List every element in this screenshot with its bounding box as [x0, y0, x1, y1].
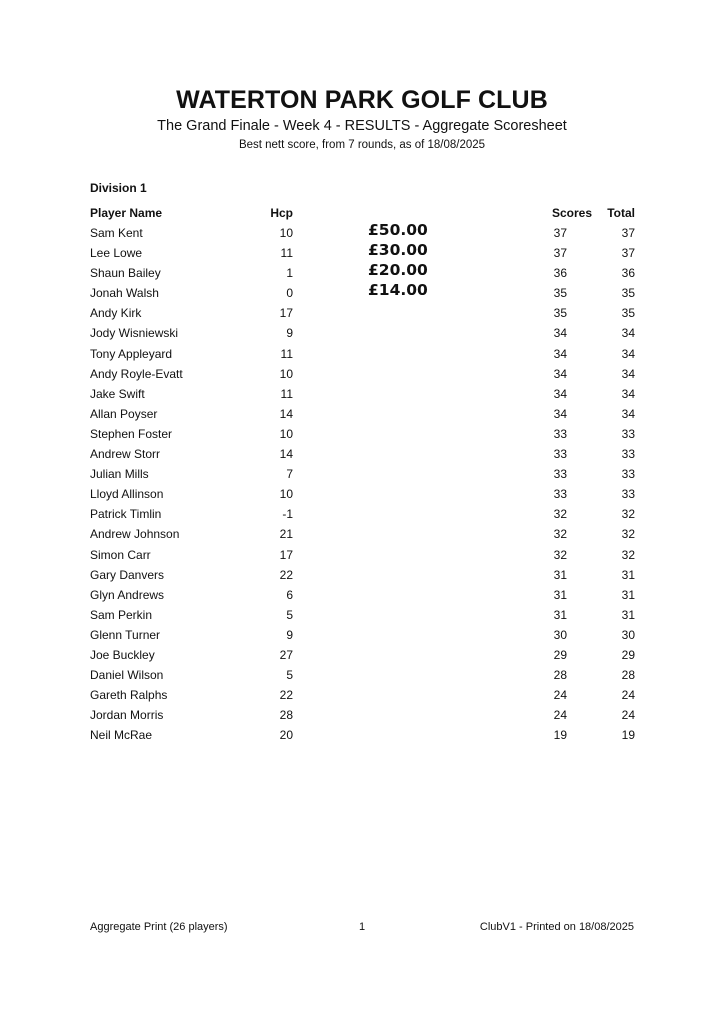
player-name: Jordan Morris	[90, 708, 164, 723]
player-scores: 36	[553, 266, 567, 281]
table-row	[0, 585, 724, 605]
player-total: 34	[621, 366, 635, 381]
table-row	[0, 283, 724, 303]
player-total: 35	[621, 306, 635, 321]
player-name: Gary Danvers	[90, 567, 165, 582]
table-row	[0, 725, 724, 745]
player-total: 32	[621, 507, 635, 522]
prize-amount: £14.00	[368, 281, 428, 300]
player-hcp: 5	[286, 607, 293, 622]
player-scores: 29	[553, 647, 567, 662]
player-total: 33	[621, 487, 635, 502]
player-hcp: 6	[286, 587, 293, 602]
player-scores: 35	[553, 306, 567, 321]
player-name: Jake Swift	[90, 386, 145, 401]
player-hcp: 10	[279, 426, 293, 441]
player-total: 34	[621, 406, 635, 421]
player-hcp: 27	[279, 647, 293, 662]
player-total: 34	[621, 346, 635, 361]
player-total: 36	[621, 266, 635, 281]
player-total: 33	[621, 426, 635, 441]
player-scores: 31	[553, 607, 567, 622]
player-hcp: 5	[286, 668, 293, 683]
player-hcp: 28	[279, 708, 293, 723]
player-scores: 34	[553, 346, 567, 361]
player-total: 31	[621, 587, 635, 602]
player-hcp: 20	[279, 728, 293, 743]
player-scores: 34	[553, 326, 567, 341]
player-scores: 32	[553, 547, 567, 562]
table-row	[0, 545, 724, 565]
player-name: Jody Wisniewski	[90, 326, 179, 341]
player-name: Tony Appleyard	[90, 346, 173, 361]
table-row	[0, 565, 724, 585]
player-name: Glenn Turner	[90, 627, 161, 642]
player-scores: 34	[553, 366, 567, 381]
player-scores: 32	[553, 527, 567, 542]
player-name: Lloyd Allinson	[90, 487, 164, 502]
player-total: 34	[621, 326, 635, 341]
player-hcp: -1	[282, 507, 293, 522]
table-row	[0, 524, 724, 544]
competition-subtitle: The Grand Finale - Week 4 - RESULTS - Aggregate Scoresheet	[157, 118, 567, 134]
player-scores: 34	[553, 386, 567, 401]
player-total: 37	[621, 246, 635, 261]
player-total: 29	[621, 647, 635, 662]
player-total: 34	[621, 386, 635, 401]
table-row	[0, 504, 724, 524]
player-scores: 37	[553, 246, 567, 261]
footer-printed-on: ClubV1 - Printed on 18/08/2025	[479, 921, 634, 933]
player-hcp: 7	[286, 467, 293, 482]
column-header-total: Total	[607, 206, 635, 220]
player-name: Shaun Bailey	[90, 266, 161, 281]
player-scores: 24	[553, 688, 567, 703]
table-row	[0, 243, 724, 263]
player-total: 37	[621, 226, 635, 240]
player-total: 31	[621, 567, 635, 582]
player-total: 30	[621, 627, 635, 642]
player-total: 33	[621, 467, 635, 482]
player-scores: 35	[553, 286, 567, 301]
player-total: 31	[621, 607, 635, 622]
player-scores: 24	[553, 708, 567, 723]
player-name: Stephen Foster	[90, 426, 173, 441]
player-hcp: 10	[279, 487, 293, 502]
table-row	[0, 464, 724, 484]
table-row	[0, 223, 724, 243]
table-row	[0, 685, 724, 705]
table-row	[0, 645, 724, 665]
prize-amount: £20.00	[368, 261, 428, 280]
player-total: 24	[621, 688, 635, 703]
player-name: Jonah Walsh	[90, 286, 159, 301]
table-row	[0, 404, 724, 424]
player-total: 19	[621, 728, 635, 743]
table-row	[0, 484, 724, 504]
player-scores: 34	[553, 406, 567, 421]
results-table	[0, 223, 724, 745]
player-scores: 37	[553, 226, 567, 240]
player-scores: 19	[553, 728, 567, 743]
table-row	[0, 444, 724, 464]
player-scores: 33	[553, 467, 567, 482]
player-scores: 31	[553, 587, 567, 602]
table-row	[0, 263, 724, 283]
player-total: 35	[621, 286, 635, 301]
table-row	[0, 323, 724, 343]
column-header-player-name: Player Name	[90, 206, 163, 220]
player-total: 32	[621, 547, 635, 562]
table-row	[0, 424, 724, 444]
table-row	[0, 364, 724, 384]
player-name: Julian Mills	[90, 467, 149, 482]
table-row	[0, 344, 724, 364]
player-hcp: 11	[280, 386, 293, 401]
table-row	[0, 384, 724, 404]
player-name: Glyn Andrews	[90, 587, 165, 602]
player-name: Gareth Ralphs	[90, 688, 168, 703]
footer-player-count: Aggregate Print (26 players)	[90, 921, 228, 933]
player-scores: 30	[553, 627, 567, 642]
player-name: Andrew Storr	[90, 447, 161, 462]
table-row	[0, 705, 724, 725]
player-hcp: 11	[280, 346, 293, 361]
table-row	[0, 303, 724, 323]
player-name: Andy Royle-Evatt	[90, 366, 183, 381]
club-title: WATERTON PARK GOLF CLUB	[176, 86, 548, 114]
player-hcp: 14	[279, 447, 293, 462]
player-total: 33	[621, 447, 635, 462]
player-name: Andrew Johnson	[90, 527, 180, 542]
player-scores: 33	[553, 426, 567, 441]
player-name: Simon Carr	[90, 547, 151, 562]
player-total: 32	[621, 527, 635, 542]
player-hcp: 22	[279, 567, 293, 582]
prize-amount: £30.00	[368, 241, 428, 260]
player-hcp: 10	[279, 366, 293, 381]
player-name: Allan Poyser	[90, 406, 158, 421]
player-hcp: 9	[286, 627, 293, 642]
player-name: Andy Kirk	[90, 306, 142, 321]
player-name: Sam Kent	[90, 226, 143, 240]
player-scores: 32	[553, 507, 567, 522]
player-name: Neil McRae	[90, 728, 153, 743]
player-name: Lee Lowe	[90, 246, 143, 261]
player-hcp: 17	[279, 306, 293, 321]
player-name: Joe Buckley	[90, 647, 155, 662]
player-name: Sam Perkin	[90, 607, 153, 622]
player-name: Daniel Wilson	[90, 668, 164, 683]
table-row	[0, 625, 724, 645]
player-hcp: 0	[286, 286, 293, 301]
table-row	[0, 605, 724, 625]
score-basis-note: Best nett score, from 7 rounds, as of 18/08/2025	[238, 139, 486, 151]
player-hcp: 14	[279, 406, 293, 421]
player-scores: 33	[553, 447, 567, 462]
table-row	[0, 665, 724, 685]
player-hcp: 11	[280, 246, 293, 261]
player-hcp: 10	[279, 226, 293, 240]
player-hcp: 9	[286, 326, 293, 341]
column-header-scores: Scores	[551, 206, 592, 220]
player-hcp: 17	[279, 547, 293, 562]
player-name: Patrick Timlin	[90, 507, 162, 522]
player-hcp: 22	[279, 688, 293, 703]
player-hcp: 21	[279, 527, 293, 542]
division-heading: Division 1	[90, 181, 147, 195]
footer-page-number: 1	[358, 921, 366, 933]
player-scores: 33	[553, 487, 567, 502]
player-scores: 31	[553, 567, 567, 582]
player-total: 24	[621, 708, 635, 723]
player-total: 28	[621, 668, 635, 683]
prize-amount: £50.00	[368, 221, 428, 239]
column-header-hcp: Hcp	[270, 206, 293, 220]
player-hcp: 1	[286, 266, 293, 281]
player-scores: 28	[553, 668, 567, 683]
